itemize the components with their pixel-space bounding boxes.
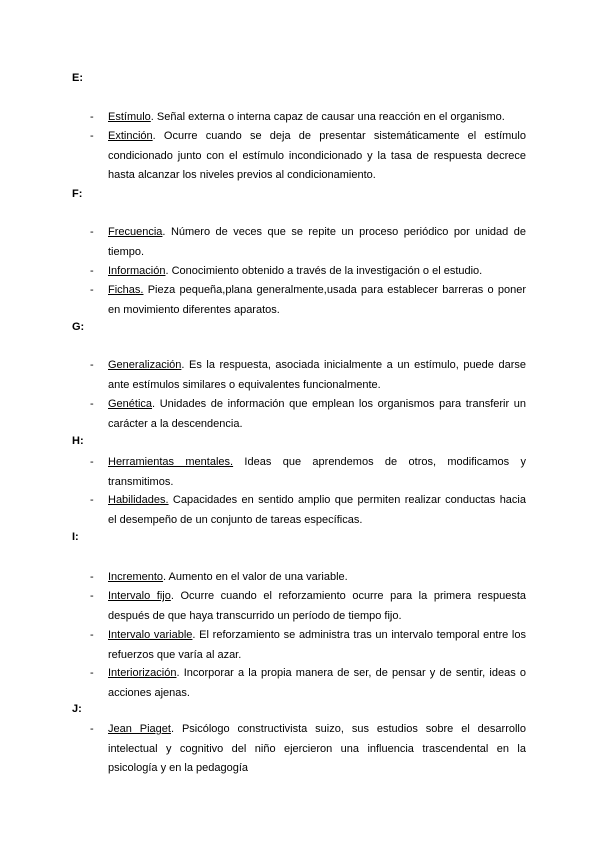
definition-line: Intervalo fijo. Ocurre cuando el reforzamiento ocurre para la primera respuesta [108, 590, 526, 602]
definition-line: Intervalo variable. El reforzamiento se administra tras un intervalo temporal entre los [108, 629, 526, 641]
term: Herramientas mentales. [108, 456, 234, 468]
entry-interiorizacion: - Interiorización. Incorporar a la propia manera de ser, de pensar y de sentir, ideas o acciones ajenas. [108, 664, 526, 703]
definition-line: transmitimos. [108, 475, 174, 488]
term: Habilidades. [108, 494, 169, 506]
entry-informacion: - Información. Conocimiento obtenido a través de la investigación o el estudio. [108, 262, 526, 282]
entry-intervalo-fijo: - Intervalo fijo. Ocurre cuando el reforzamiento ocurre para la primera respuesta después de que haya transcurrido un período de tiempo fijo. [108, 587, 526, 626]
definition-line: Habilidades. Capacidades en sentido amplio que permiten realizar conductas hacia [108, 494, 526, 506]
term: Jean Piaget [108, 723, 171, 735]
definition-line: Jean Piaget. Psicólogo constructivista suizo, sus estudios sobre el desarrollo [108, 723, 526, 735]
entry-genetica: - Genética. Unidades de información que emplean los organismos para transferir un carácter a la descendencia. [108, 395, 526, 434]
entry-extincion: - Extinción. Ocurre cuando se deja de presentar sistemáticamente el estímulo condicionado junto con el estímulo incondicionado y la tasa de respuesta decrece hasta alcanzar los niveles previos al condicionamiento. [108, 127, 526, 186]
definition-line: psicología y en la pedagogía [108, 762, 249, 775]
definition-line: Herramientas mentales. Ideas que aprendemos de otros, modificamos y [108, 456, 526, 468]
term: Información [108, 265, 166, 277]
entry-herramientas-mentales: - Herramientas mentales. Ideas que aprendemos de otros, modificamos y transmitimos. [108, 453, 526, 492]
entry-estimulo: - Estímulo. Señal externa o interna capaz de causar una reacción en el organismo. [90, 111, 505, 123]
definition-line: Genética. Unidades de información que emplean los organismos para transferir un [108, 398, 526, 410]
term: Extinción [108, 130, 153, 142]
definition-line: después de que haya transcurrido un período de tiempo fijo. [108, 609, 402, 622]
definition-line: Extinción. Ocurre cuando se deja de presentar sistemáticamente el estímulo [108, 130, 526, 142]
definition-line: tiempo. [108, 245, 145, 258]
term: Intervalo fijo [108, 590, 171, 602]
term: Genética [108, 398, 153, 410]
entry-habilidades: - Habilidades. Capacidades en sentido amplio que permiten realizar conductas hacia el desempeño de un conjunto de tareas específicas. [108, 491, 526, 530]
definition-line: Información. Conocimiento obtenido a través de la investigación o el estudio. [108, 265, 483, 277]
definition-line: condicionado junto con el estímulo incondicionado y la tasa de respuesta decrece [108, 149, 526, 162]
definition-line: Fichas. Pieza pequeña,plana generalmente,usada para establecer barreras o poner [108, 284, 526, 296]
definition-line: Incremento. Aumento en el valor de una variable. [108, 571, 348, 583]
term: Fichas. [108, 284, 144, 296]
entry-incremento: - Incremento. Aumento en el valor de una variable. [108, 568, 526, 588]
definition-line: Generalización. Es la respuesta, asociada inicialmente a un estímulo, puede darse [108, 359, 526, 371]
entry-fichas: - Fichas. Pieza pequeña,plana generalmente,usada para establecer barreras o poner en movimiento diferentes aparatos. [108, 281, 526, 320]
entry-generalizacion: - Generalización. Es la respuesta, asociada inicialmente a un estímulo, puede darse ante estímulos similares o equivalentes funcionalmente. [108, 356, 526, 395]
section-letter-h: H: [72, 435, 84, 447]
definition-line: acciones ajenas. [108, 686, 190, 699]
definition-line: Frecuencia. Número de veces que se repite un proceso periódico por unidad de [108, 226, 526, 238]
definition-line: carácter a la descendencia. [108, 417, 243, 430]
definition-line: el desempeño de un conjunto de tareas específicas. [108, 513, 363, 526]
term: Incremento [108, 571, 164, 583]
term: Intervalo variable [108, 629, 193, 641]
entry-intervalo-variable: - Intervalo variable. El reforzamiento se administra tras un intervalo temporal entre los refuerzos que varía al azar. [108, 626, 526, 665]
entry-jean-piaget: - Jean Piaget. Psicólogo constructivista suizo, sus estudios sobre el desarrollo intelectual y cognitivo del niño ejercieron una influencia trascendental en la psicología y en la pedagogía [108, 720, 526, 779]
definition-line: . Señal externa o interna capaz de causar una reacción en el organismo. [150, 111, 505, 123]
section-letter-i: I: [72, 531, 79, 543]
definition-line: Interiorización. Incorporar a la propia manera de ser, de pensar y de sentir, ideas o [108, 667, 526, 679]
term: Generalización [108, 359, 182, 371]
section-letter-e: E: [72, 72, 83, 84]
definition-line: refuerzos que varía al azar. [108, 648, 242, 661]
section-letter-j: J: [72, 703, 82, 715]
section-letter-f: F: [72, 188, 83, 200]
definition-line: en movimiento diferentes aparatos. [108, 303, 280, 316]
definition-line: intelectual y cognitivo del niño ejercieron una influencia trascendental en la [108, 742, 526, 755]
definition-line: hasta alcanzar los niveles previos al condicionamiento. [108, 169, 376, 182]
term: Estímulo [108, 111, 151, 123]
term: Interiorización [108, 667, 177, 679]
term: Frecuencia [108, 226, 163, 238]
entry-frecuencia: - Frecuencia. Número de veces que se repite un proceso periódico por unidad de tiempo. [108, 223, 526, 262]
definition-line: ante estímulos similares o equivalentes funcionalmente. [108, 378, 381, 391]
section-letter-g: G: [72, 321, 85, 333]
